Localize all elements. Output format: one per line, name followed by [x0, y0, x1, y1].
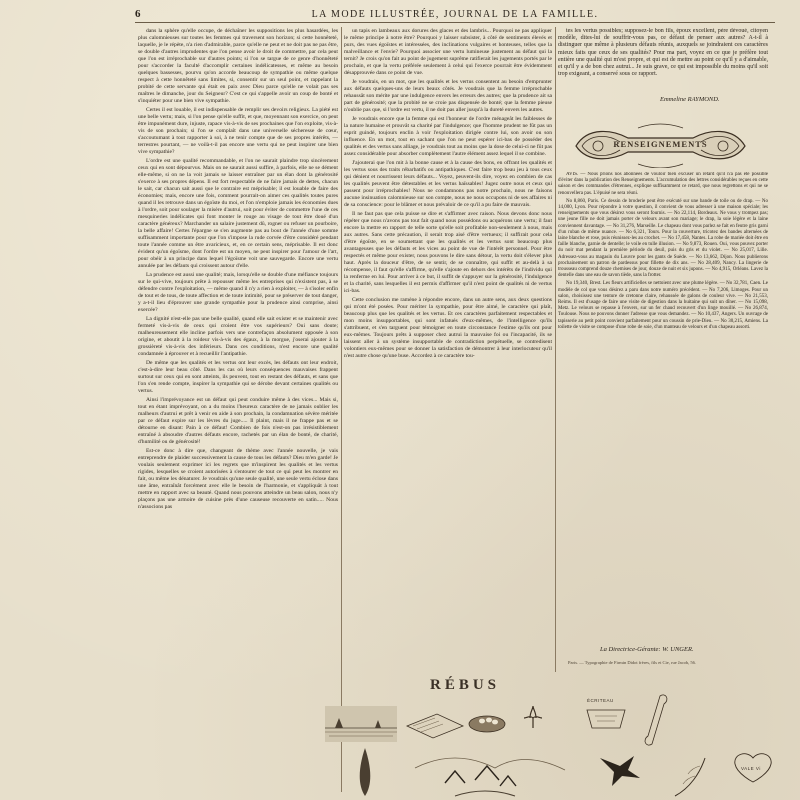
paragraph: Est-ce donc à dire que, changeant de thème avec l'année nouvelle, je vais entreprendre de plaider successivement la cause de tous les défauts? Dieu m'en garde! Je voulais seulement exprimer ici les regrets que m'inspirent les qualités et les vertus rigides, lesquelles se croient autorisées à s'entourer de tout ce qui peut les montrer en fait, ou même les dénaturer. Je voudrais qu'une seule qualité, une seule vertu éclose dans une âme, entraînât forcément avec elle le besoin de l'harmonie, et s'appliquât à tout mettre en rapport avec sa beauté. Quand nous pouvons atteindre un beau salon, nous n'y plaçons pas une armoire de cuisine près d'une causeuse recouverte en satin..... Nous n'associons pas — [138, 448, 338, 510]
heart-icon — [735, 754, 771, 782]
paragraph: Je voudrais encore que la femme qui est l'honneur de l'ordre ménageât les faiblesses de la nature humaine et prouvât sa charité par l'indulgence; que l'homme prudent ne fût pas un esprit guindé, toujours enclin à voir l'exploitation dirigée contre lui, son avoir ou son influence. En un mot, tout en sachant que l'on ne peut espérer ici-bas de posséder des qualités et des vertus sans alliage, je voudrais tout au moins que la dose de celui-ci ne fût pas assez considérable pour absorber complètement l'autre élément assez lequel il se combine. — [344, 116, 552, 157]
cypress-tree-icon — [360, 748, 371, 796]
rebus-word: VALE Vi — [741, 766, 761, 771]
rebus-title: RÉBUS — [430, 677, 501, 693]
paragraph: L'ordre est une qualité recommandable, et l'on ne saurait plaindre trop sincèrement ceux qui en sont dépourvus. Mais on ne saurait aussi suffire, à parfois, elle ne se dément elle-même, si on ne la voit jamais se laisser entraîner par un élan dont la générosité s'exerce à ses propres dépens. Il est fort respectable de ne faire jamais de dettes, chacun le sait, car chacun sait aussi que le contraire est méprisable; il est louable de faire des économies; mais, encore une fois, comment pourrait-on aimer ces qualités toutes pures quand il les retrouve dans un égoïste du moi, et l'on n'emploie jamais les économies dues à l'ordre, soit pour soulager la misère d'autrui, soit pour éviter de commettre l'une de ces mesquineries indélicates qui font monter le rouge au visage de tout être doué d'un caractère généreux? Marchander un salaire justement dû, rogner ou refuser un pourboire, la belle affaire! Certes l'épargne se s'en augmente pas au bout de l'année d'une somme suffisamment importante pour que l'on s'impose la rude corvée d'être considéré pendant toute l'année comme un être avaricieux, et, en ce certain sens, méprisable. Il est donc évident qu'un égoïsme, dont l'ordre est un moyen, ne peut inspirer pour l'amour de l'art, pour obéir à un principe dans lequel l'égoïsme voit une sauvegarde. Encore une vertu annulée par les défauts qui croissent autour d'elle. — [138, 158, 338, 269]
renseignements-column — [558, 172, 768, 642]
imprint-line: Paris. — Typographie de Firmin Didot frères, fils et Cie, rue Jacob, 56. — [568, 660, 696, 665]
rebus-word: ÉCRITEAU — [587, 698, 614, 703]
nest-icon — [469, 716, 505, 732]
paragraph: De même que les qualités et les vertus ont leur excès, les défauts ont leur endroit, c'est-à-dire leur beau côté. Dans les cas où leurs conséquences mauvaises frappent surtout sur ceux qui en sont atteints, ils peuvent, tout en restant des défauts, et sans que l'on s'en rende compte, inspirer la sympathie qui se dérobe devant certaines qualités ou vertus. — [138, 360, 338, 394]
scroll-icon — [645, 695, 667, 745]
paragraph: J'ajouterai que l'on mit à la bonne cause et à la cause des bons, en offrant les qualités et les vertus sous des traits rébarbatifs ou antipathiques. C'est faire trop beau jeu à tous ceux qui dénient et nourrissent leurs défauts... Voyez, peuvent-ils dire, voyez en combien de cas les qualités peuvent être détestables et les vertus haïssables! Jugez outre nous et ceux qui passent pour irréprochables! Nous ne condamnons pas notre prochain, nous ne faisons aucune insinuation calomnieuse sur son compte, nous ne nous occupons ni de ses affaires ni de sa conscience: pour le blâmer et nous prévaloir de ce qu'il a pu faire de mauvais. — [344, 160, 552, 208]
author-signature: Emmeline RAYMOND. — [660, 96, 720, 103]
directrice-signature: La Directrice-Gérante: W. UNGER. — [600, 646, 694, 653]
feather-icon — [675, 758, 705, 796]
paragraph: No 8,860, Paris. Ce dessin de broderie peut être exécuté sur une bande de toile ou de drap. — No 14,000, Lyon. Pour répondre à votre question, il convient de vous adresser à une maison spéciale; les renseignements que vous désirez vous seront fournis. — No 22,114, Bordeaux. Ne vous y trompez pas; une jeune fille ne doit jamais porter de velours avant son mariage; le drap, la soie légère et la laine conviennent davantage. — No 31,276, Marseille. Le chapeau dont vous parlez se fait en feutre gris garni d'un ruban de même nuance. — No 6,321, Tours. Pour la couverture, tricotez des bandes alternées de laine blanche et rose, puis réunissez-les au crochet. — No 17,458, Nantes. La robe de mariée doit être en faille blanche, garnie de dentelle; le voile en tulle illusion. — No 9,873, Rouen. Oui, vous pouvez porter du noir mat pendant la première période du deuil, puis du gris et du violet. — No 25,017, Lille. Adressez-vous au magasin du Louvre pour les gants de Suède. — No 13,662, Dijon. Nous publierons prochainement un patron de pardessus pour fillette de dix ans. — No 28,409, Nancy. La lingerie de trousseau comprend douze chemises de jour, douze de nuit et six jupons. — No 4,915, Orléans. Lavez la dentelle dans une eau de savon tiède, sans la frotter. — [558, 198, 768, 279]
paragraph: Certes il est louable, il est indispensable de remplir ses devoirs religieux. La piété est une belle vertu; mais, si l'on pense qu'elle suffit, et que, moyennant son exercice, on peut être impunément dure, injuste, rapace vis-à-vis de ses prochaines que l'on exploite, vis-à-vis de son prochain; si l'on se complaît dans une universelle sécheresse de cœur, s'accoutumant à tout rapporter à soi, à ne tenir compte que de ses propres intérêts, — terrestres pourtant, — ne voilà-t-il pas encore une vertu qui ne peut inspirer une bien vive sympathie? — [138, 107, 338, 155]
paragraph: La dignité n'est-elle pas une belle qualité, quand elle sait exister et se maintenir avec fermeté vis-à-vis de ceux qui croient être vos supérieurs? Oui sans doute; malheureusement elle incline parfois vers une contrefaçon absolument opposée à son origine, et aboutit à la roideur vis-à-vis des égaux, à la morgue, j'oserai ajouter à la grossièreté vis-à-vis des inférieurs. Dans ces conditions, n'est encore une qualité condamnée à éprouver et à recueillir l'antipathie. — [138, 316, 338, 357]
article-column-3 — [558, 28, 768, 104]
paragraph: La prudence est aussi une qualité; mais, lorsqu'elle se double d'une méfiance toujours sur le qui-vive, toujours prête à repousser même les entreprises qui n'existent pas, à se défendre contre l'exploitation, — même quand il n'y a rien à exploiter, — à s'isoler enfin de tout et de tous, de toute affection et de toute intimité, pour se préserver de tout danger, y a-t-il lieu d'éprouver une grande sympathie pour la prudence ainsi comprise, ainsi exercée? — [138, 272, 338, 313]
paragraph: un tapis en lambeaux aux dorures des glaces et des lambris... Pourquoi ne pas appliquer le même principe à notre être? Pourquoi y laisser subsister, à côté de sentiments élevés et purs, des vues égoïstes et intéressées, des inclinations vulgaires et honteuses, telles que la malveillance et l'envie? Pourquoi associer une vertu lumineuse justement au défaut qui la ternit? Je crois qu'on fait au point de jugement suprême ratifierait les jugements portés par le prochain, et que la vertu préférée seulement à celui qui l'exerce pourrait être évidemment désapprouvée dans ce point de vue. — [344, 28, 552, 76]
section-title: RENSEIGNEMENTS — [613, 139, 708, 149]
column-rule — [555, 27, 556, 672]
birds-scene-icon — [415, 758, 565, 796]
paragraph: No 19,340, Brest. Les fleurs artificielles se nettoient avec une plume légère. — No 32,781, Caen. Le modèle de col que vous désirez a paru dans notre numéro précédent. — No 7,206, Limoges. Pour un salon, choisissez une tenture de cretonne claire, rehaussée de galons de couleur vive. — No 21,553, Reims. Il est d'usage de faire une visite de digestion dans la huitaine qui suit un dîner. — No 15,098, Metz. Le velours se repasse à l'envers, sur un fer chaud recouvert d'un linge mouillé. — No 26,874, Toulouse. Nous ne pouvons donner l'adresse que vous demandez. — No 10,437, Angers. Un ouvrage de tapisserie au petit point convient parfaitement pour un coussin de prie-Dieu. — No 30,215, Amiens. La toilette de visite se compose d'une robe de soie, d'un manteau de velours et d'un chapeau assorti. — [558, 281, 768, 330]
article-column-1 — [138, 28, 338, 793]
fleur-de-lys-icon — [524, 706, 542, 728]
shop-sign-icon — [587, 697, 625, 728]
crow-icon — [600, 756, 640, 786]
rebus-illustration — [325, 688, 780, 800]
paragraph: Je voudrais, en un mot, que les qualités et les vertus consentent au besoin d'emprunter aux défauts quelques-uns de leurs beaux côtés. Je voudrais que la femme irréprochable rehaussât son mérite par une indulgence envers les erreurs des autres; que la prudence ait sa part de générosité; que la probité ne se croie pas dispensée de bonté; que la femme pieuse n'oublie pas que, si l'ordre est vertu, il ne doit pas aller jusqu'à la dureté envers les autres. — [344, 79, 552, 113]
column-rule — [341, 27, 342, 792]
paragraph: AVIS. — Nous prions nos abonnées de vouloir bien excuser un retard qu'il n'a pas été possible d'éviter dans la publication des Renseignements. L'accumulation des lettres considérables reçues en cette saison et des commandes d'étrennes, explique suffisamment ce retard, que nous regrettons et qui ne se renouvellera pas. L'épuisé ne sera réuni. — [558, 172, 768, 196]
paragraph: dans la sphère qu'elle occupe, de déchaîner les suppositions les plus hasardées, les plus calomnieuses sur toutes les femmes qui traversent son horizon; si cette honnêteté, laquelle, je le répète, n'a rien d'admirable, parce qu'elle ne peut et ne doit pas ne pas être, se double d'autres imprudentes que l'on pense avoir le droit de commettre, par cela peut que l'on est irréprochable sur d'autres points; si l'on se targue de ce genre d'honnêteté pour s'accorder la faculté d'accomplir certaines indélicatesses, et même au besoin quelques bassesses, pourvu qu'on accorde beaucoup de sympathie ou même quelque respect à cette honnêteté sans limites, si, consentir sur un seul point, et rappelant la probité de cette servante qui était en paix avec Dieu parce qu'elle ne volait pas ses maîtres le dimanche, jour du Seigneur? C'est ce qui s'appelle avoir un coup de bonté et s'inquiéter pour une bien vive sympathie. — [138, 28, 338, 104]
letter-icon — [407, 714, 463, 738]
page-number: 6 — [135, 8, 141, 20]
renseignements-banner — [568, 120, 753, 168]
paragraph: tes les vertus possibles; supposez-le bon fils, époux excellent, père dévoué, citoyen modèle, dites-lui de souffrir-vous pas, ce défaut de penser aux autres? A-t-il à distinguer que même à plusieurs défauts réunis, auxquels se joindraient ces caractères mieux faits que ceux de ses qualités? Pour ma part, voyez en ce que je préfère tout entière une qualité qui m'est propre, et qui est de mettre au point ce qu'il y a d'aimable, et qu'il y a de bon chez autrui... Je suis grave, ce qui est impossible du moins qu'il soit trop exigeant, a conservé sous ce rapport. — [558, 28, 768, 78]
landscape-icon — [325, 706, 397, 742]
paragraph: Ainsi l'imprévoyance est un défaut qui peut conduire même à des vices... Mais si, tout en étant imprévoyant, on a du moins l'heureux caractère de ne jamais oublier les malheurs d'autrui et prêt à venir en aide à son prochain, la condamnation sévère méritée par ce défaut expire sur les lèvres du juge..... Il plaint, mais il ne frappe pas et se détourne en disant: Pain à ce défaut! Combien de fois n'est-on pas irrésistiblement entraîné à absoudre d'autres défauts encore, rachetés par un élan de bonté, de charité, d'humilité ou de générosité! — [138, 397, 338, 445]
running-title: LA MODE ILLUSTRÉE, JOURNAL DE LA FAMILLE. — [311, 9, 599, 20]
paragraph: Il ne faut pas que cela puisse se dire et s'affirmer avec raison. Nous devons donc nous répéter que nous n'avons pas tout fait quand nous possédons ou acquérons une vertu; il faut encore la mettre en rapport de telle sorte qu'elle soit profitable non-seulement à nous, mais aux autres. Sans cette précaution, il serait trop aisé d'être vertueux; il suffirait pour cela d'être égoïste, en se soumettant que les qualités et les vertus sont beaucoup plus avantageuses que les défauts et les vices au point de vue de l'intérêt personnel. Pour être respectés et même pour exister, nous pouvons le dire sans détour, la vertu doit s'élever plus haut. Après la douceur d'être, de se sentir, de se connaître, qui suffit et au-delà à sa récompense, il faut qu'elle s'affirme, qu'elle s'ajoute en dehors des intérêts de l'individu qui la renferme en lui. Pour arriver à ce but, il suffit de s'appuyer sur la générosité, l'indulgence et la charité, sans lesquelles il est permis d'affirmer qu'il n'est point de qualités ni de vertus ici-bas. — [344, 211, 552, 294]
page-header — [135, 6, 775, 23]
paragraph: Cette conclusion me ramène à répondre encore, dans un autre sens, aux deux questions qui m'ont été posées. Pour mériter la sympathie, pour être aimé, le caractère qui plaît, beaucoup plus que les qualités et les vertus. Et ces caractères parfaitement respectables et mon moins insupportables, qui sont infatués d'eux-mêmes, de l'intelligence qu'ils s'attribuent, et s'en targuent pour témoigner en toute circonstance l'estime qu'ils ont pour eux-mêmes. Toujours prêts à supposer chez autrui la mauvaise foi ou l'incapacité, ils se laissent aller à un système insupportable de contradiction perpétuelle, se contredisent volontiers eux-mêmes pour se donner la satisfaction de démontrer à leur interlocuteur qu'il n'est autre chose qu'une buse. Accordez à ce caractère tou- — [344, 297, 552, 359]
article-column-2 — [344, 28, 552, 670]
